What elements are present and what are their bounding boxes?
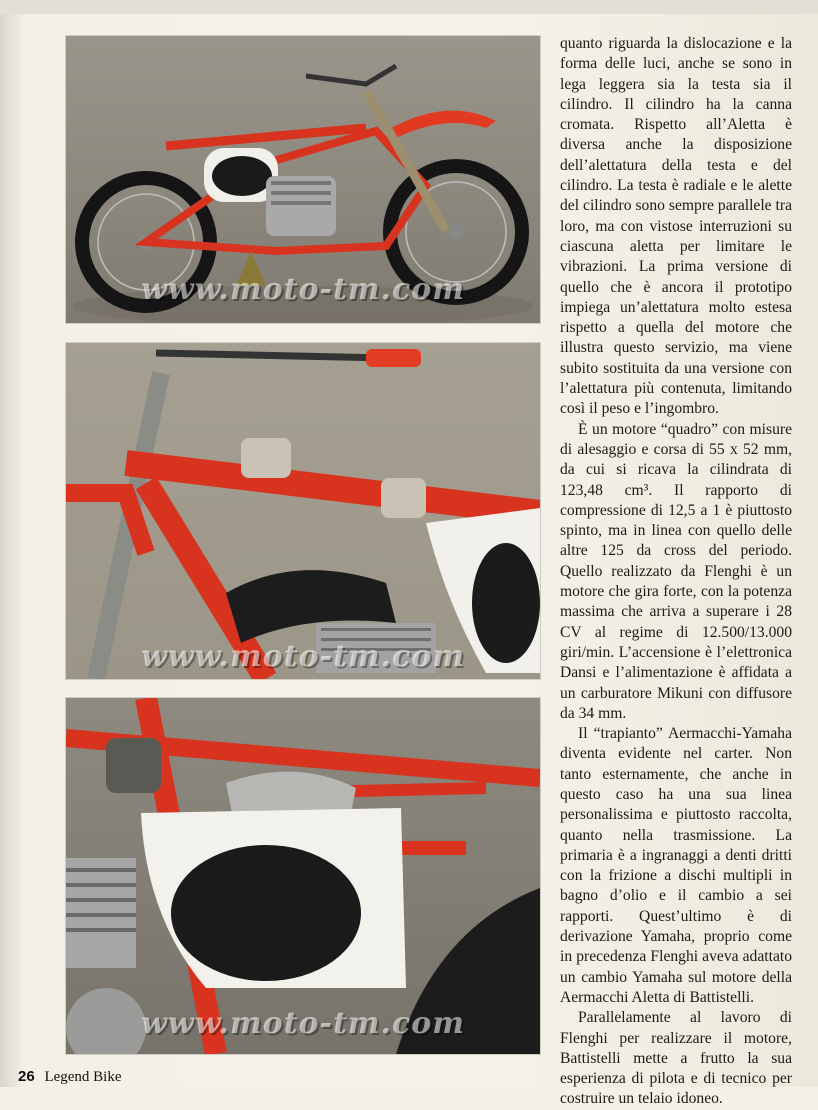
article-paragraph: È un motore “quadro” con misure di alesaggio e corsa di 55 x 52 mm, da cui si ricava la cilindrata di 123,48 cm³. Il rapporto di compressione di 12,5 a 1 è piuttosto spinto, ma in linea con quello delle altre 125 da cross del periodo. Quello realizzato da Flenghi è un motore che gira forte, con la potenza massima che arriva a superare i 28 CV al regime di 12.500/13.000 giri/min. L’accensione è l’elettronica Dansi e l’alimentazione è affidata a un carburatore Mikuni con diffusore da 34 mm.	[560, 420, 792, 722]
page-number: 26	[18, 1068, 35, 1085]
article-paragraph: Il “trapianto” Aermacchi-Yamaha diventa evidente nel carter. Non tanto esternamente, che anche in questo caso ha una sua linea personalissima e piuttosto raccolta, quanto nella trasmissione. La primaria è a ingranaggi a denti dritti con la frizione a dischi multipli in bagno d’olio e il cambio a sei rapporti. Quest’ultimo è di derivazione Yamaha, proprio come in precedenza Flenghi aveva adattato un cambio Yamaha sul motore della Aermacchi Aletta di Battistelli.	[560, 725, 792, 1006]
page-top-band	[0, 0, 818, 14]
article-paragraph: Parallelamente al lavoro di Flenghi per realizzare il motore, Battistelli mette a frutto la sua esperienza di pilota e di tecnico per costruire un telaio idoneo.	[560, 1009, 792, 1108]
side-panel-illustration	[66, 698, 540, 1054]
frame-detail-illustration	[66, 343, 540, 679]
magazine-name: Legend Bike	[44, 1069, 122, 1085]
article-paragraph: quanto riguarda la dislocazione e la forma delle luci, anche se sono in lega leggera sia la testa sia il cilindro. Il cilindro ha la canna cromata. Rispetto all’Aletta è diversa anche la disposizione dell’alettatura della testa e del cilindro. La testa è radiale e le alette del cilindro sono sempre parallele tra loro, ma con vistose interruzioni su ciascuna aletta per limitare le vibrazioni. La prima versione di quello che è ancora il prototipo impiega un’alettatura molto estesa rispetto a quella del motore che illustra questo servizio, ma viene subito sostituita da una versione con l’alettatura più contenuta, limitando così il peso e l’ingombro.	[560, 35, 792, 418]
photo-frame-detail	[66, 343, 540, 679]
photo-watermark: www.moto-tm.com	[140, 639, 466, 674]
photo-watermark: www.moto-tm.com	[140, 1006, 466, 1041]
photo-side-panel-detail	[66, 698, 540, 1054]
photo-watermark: www.moto-tm.com	[140, 272, 466, 307]
photo-full-bike	[66, 36, 540, 323]
page-footer	[18, 1068, 122, 1086]
article-text-column	[560, 34, 792, 1110]
